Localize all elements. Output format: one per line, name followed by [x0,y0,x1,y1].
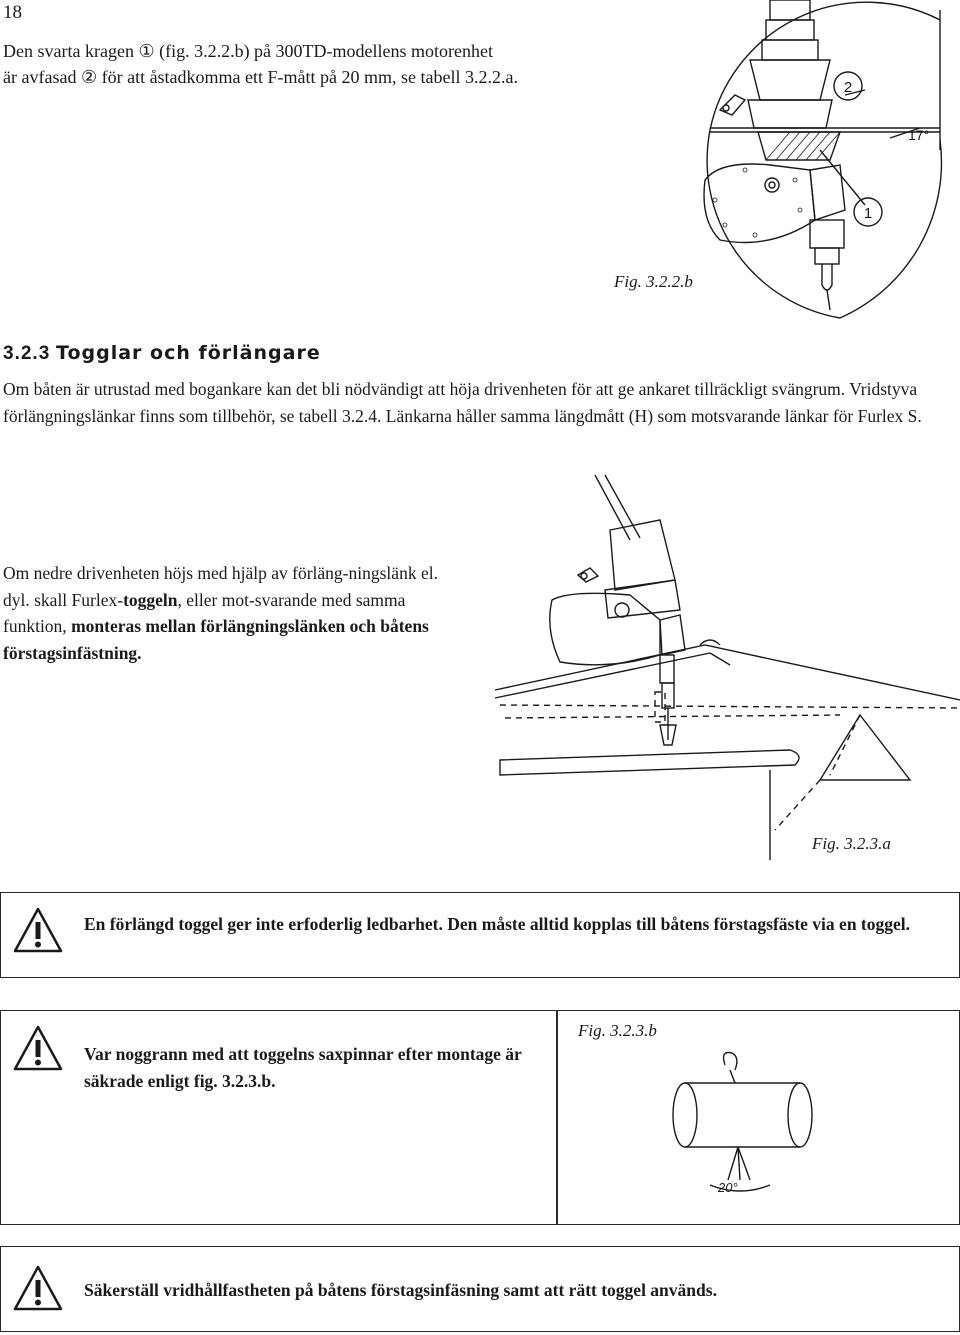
figure-3-2-3-a-drawing [490,470,960,860]
angle-label-17: 17° [908,127,930,143]
section-heading [3,342,321,365]
toggle-text-2: , eller mot-svarande med samma funktion, [3,589,406,636]
angle-label-20: 20° [718,1180,738,1195]
figure-3-2-2-b-drawing [690,0,950,320]
toggle-text-1: Om nedre drivenheten höjs med hjälp av förläng-ningslänk el. dyl. skall Furlex- [3,563,438,610]
toggle-bold-2: monteras mellan förlängningslänken och båtens förstagsinfästning. [3,616,429,663]
figure-divider [556,1010,558,1225]
toggle-paragraph [3,560,443,666]
warning-text-2: Var noggrann med att toggelns saxpinnar efter montage är säkrade enligt fig. 3.2.3.b. [84,1044,522,1091]
callout-1: 1 [863,205,873,222]
page-number: 18 [3,2,22,23]
warning-box-1 [0,892,960,978]
warning-triangle-icon [13,1265,63,1311]
figure-3-2-3-b-drawing [640,1045,820,1205]
intro-line-2: är avfasad ② för att åstadkomma ett F-mått på 20 mm, se tabell 3.2.2.a. [3,67,518,87]
warning-box-3 [0,1246,960,1332]
fig-caption-3-2-3-a: Fig. 3.2.3.a [812,834,891,853]
section-paragraph: Om båten är utrustad med bogankare kan det bli nödvändigt att höja drivenheten för att ge ankaret tillräckligt svängrum. Vridstyva förlängningslänkar finns som tillbehör, se tabell 3.2.4. Länkarna håller samma längdmått (H) som motsvarande länkar för Furlex S. [3,379,922,426]
section-number: 3.2.3 [3,343,51,364]
intro-line-1: Den svarta kragen ① (fig. 3.2.2.b) på 300TD-modellens motorenhet [3,41,493,61]
fig-caption-3-2-3-b: Fig. 3.2.3.b [578,1021,657,1040]
toggle-bold-1: toggeln [123,589,178,610]
warning-triangle-icon [13,907,63,953]
warning-text-1: En förlängd toggel ger inte erfoderlig ledbarhet. Den måste alltid kopplas till båtens förstagsfäste via en toggel. [84,914,911,934]
warning-text-3: Säkerställ vridhållfastheten på båtens förstagsinfäsning samt att rätt toggel används. [84,1280,717,1300]
warning-triangle-icon [13,1025,63,1071]
intro-text [3,38,623,90]
section-title: Togglar och förlängare [56,342,321,364]
fig-caption-3-2-2-b: Fig. 3.2.2.b [614,272,693,291]
callout-2: 2 [843,79,853,96]
